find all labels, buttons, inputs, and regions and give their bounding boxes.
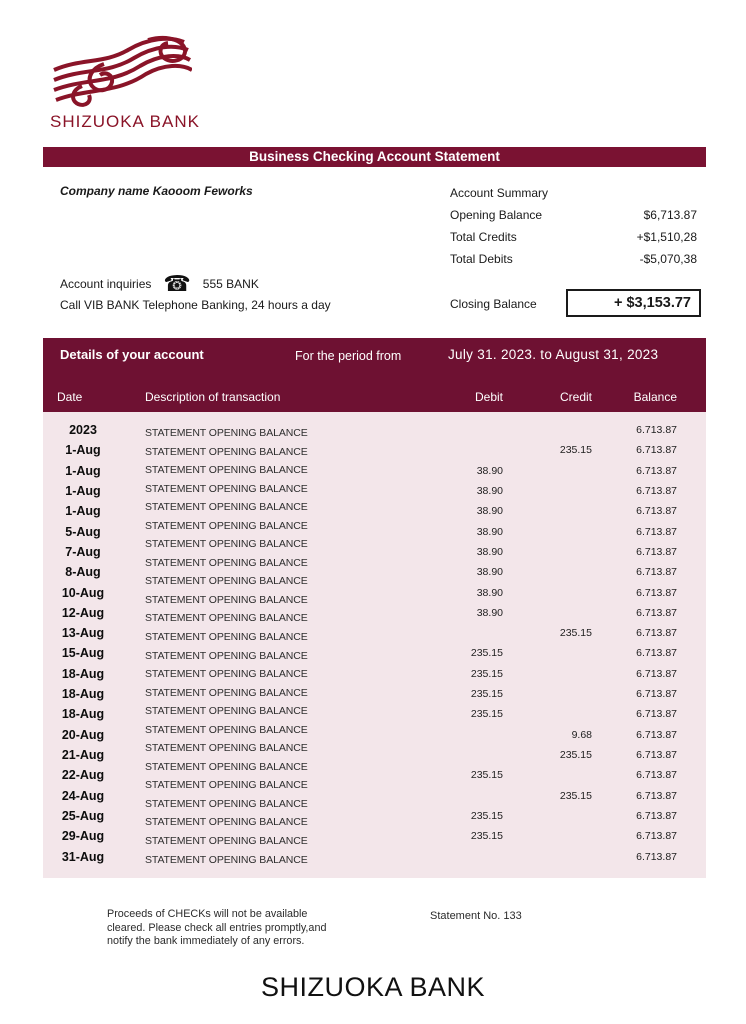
description-line: STATEMENT OPENING BALANCE <box>145 427 308 439</box>
table-row <box>43 847 706 867</box>
table-row <box>43 481 706 501</box>
debit-cell: 38.90 <box>476 566 503 579</box>
description-line: STATEMENT OPENING BALANCE <box>145 593 308 606</box>
description-line: STATEMENT OPENING BALANCE <box>145 835 308 848</box>
date-cell: 18-Aug <box>61 666 105 681</box>
telephone-banking-note: Call VIB BANK Telephone Banking, 24 hours a day <box>60 298 331 312</box>
summary-row <box>450 204 697 226</box>
date-cell: 20-Aug <box>61 727 105 742</box>
balance-cell: 6.713.87 <box>636 424 677 436</box>
debit-cell: 38.90 <box>476 505 503 518</box>
phone-icon: ☎ <box>163 271 191 296</box>
debit-cell: 38.90 <box>476 606 503 619</box>
balance-cell: 6.713.87 <box>636 830 677 843</box>
debit-cell: 235.15 <box>470 769 503 782</box>
date-cell: 10-Aug <box>61 585 105 600</box>
description-line: STATEMENT OPENING BALANCE <box>145 445 308 458</box>
summary-row <box>450 226 697 248</box>
table-row <box>43 583 706 603</box>
balance-cell: 6.713.87 <box>636 749 677 761</box>
statement-title-bar: Business Checking Account Statement <box>43 147 706 167</box>
description-line: STATEMENT OPENING BALANCE <box>145 482 308 495</box>
description-line: STATEMENT OPENING BALANCE <box>145 556 308 569</box>
debit-cell: 38.90 <box>476 545 503 558</box>
date-cell: 13-Aug <box>61 626 105 641</box>
details-header-band <box>43 338 706 412</box>
date-cell: 22-Aug <box>61 768 105 783</box>
credit-cell: 235.15 <box>559 749 592 761</box>
date-cell: 18-Aug <box>61 707 105 722</box>
debit-cell: 38.90 <box>476 525 503 538</box>
summary-row-label: Total Debits <box>450 252 513 266</box>
table-row <box>43 562 706 582</box>
balance-cell: 6.713.87 <box>636 667 677 680</box>
closing-balance-box <box>566 289 701 317</box>
description-line: STATEMENT OPENING BALANCE <box>145 742 308 755</box>
bank-logo-icon <box>52 26 192 110</box>
summary-row-label: Opening Balance <box>450 208 543 222</box>
date-cell: 21-Aug <box>61 748 105 762</box>
period-label: For the period from <box>295 349 402 363</box>
column-header-date: Date <box>57 390 83 404</box>
date-cell: 1-Aug <box>65 463 101 478</box>
date-cell: 24-Aug <box>61 788 105 803</box>
debit-cell: 235.15 <box>470 688 503 701</box>
column-header-debit: Debit <box>474 390 503 404</box>
date-cell: 25-Aug <box>61 808 105 823</box>
inquiries-phone-number: 555 BANK <box>202 277 259 291</box>
column-header-balance: Balance <box>633 390 677 404</box>
date-cell: 18-Aug <box>61 687 105 702</box>
description-line: STATEMENT OPENING BALANCE <box>145 723 308 736</box>
table-rows <box>43 420 706 867</box>
table-row <box>43 440 706 460</box>
description-line: STATEMENT OPENING BALANCE <box>145 519 308 532</box>
footer-note-line: Proceeds of CHECKs will not be available <box>107 908 308 920</box>
date-cell: 2023 <box>69 423 97 437</box>
summary-row-label: Total Credits <box>450 230 517 244</box>
table-row <box>43 501 706 521</box>
balance-cell: 6.713.87 <box>636 505 677 518</box>
balance-cell: 6.713.87 <box>636 566 677 579</box>
date-cell: 15-Aug <box>61 646 105 661</box>
table-row <box>43 542 706 562</box>
debit-cell: 38.90 <box>476 464 503 477</box>
credit-cell: 235.15 <box>559 444 592 457</box>
summary-row <box>450 248 697 270</box>
details-title: Details of your account <box>60 347 204 362</box>
table-row <box>43 664 706 684</box>
balance-cell: 6.713.87 <box>636 769 677 782</box>
description-line: STATEMENT OPENING BALANCE <box>145 705 308 718</box>
balance-cell: 6.713.87 <box>636 484 677 497</box>
description-line: STATEMENT OPENING BALANCE <box>145 668 308 681</box>
debit-cell: 38.90 <box>476 586 503 599</box>
company-name: Company name Kaooom Feworks <box>60 184 253 198</box>
summary-row-value: +$1,510,28 <box>636 230 697 244</box>
balance-cell: 6.713.87 <box>636 809 677 822</box>
date-cell: 29-Aug <box>61 829 105 844</box>
date-cell: 1-Aug <box>65 504 101 519</box>
footer-note <box>107 908 357 949</box>
date-cell: 1-Aug <box>65 483 101 498</box>
description-line: STATEMENT OPENING BALANCE <box>145 760 308 773</box>
balance-cell: 6.713.87 <box>636 545 677 558</box>
table-row <box>43 765 706 785</box>
account-inquiries-line <box>60 272 259 296</box>
table-row <box>43 745 706 765</box>
description-line: STATEMENT OPENING BALANCE <box>145 464 308 477</box>
balance-cell: 6.713.87 <box>636 464 677 477</box>
balance-cell: 6.713.87 <box>636 606 677 619</box>
footer-note-line: cleared. Please check all entries promptly,and <box>107 921 327 934</box>
closing-balance-value: + $3,153.77 <box>613 295 691 311</box>
table-row <box>43 786 706 806</box>
balance-cell: 6.713.87 <box>636 728 677 741</box>
date-cell: 5-Aug <box>65 524 101 539</box>
account-inquiries-label: Account inquiries <box>60 277 152 291</box>
description-line: STATEMENT OPENING BALANCE <box>145 501 308 514</box>
table-row <box>43 826 706 846</box>
description-line: STATEMENT OPENING BALANCE <box>145 853 308 866</box>
balance-cell: 6.713.87 <box>636 688 677 701</box>
balance-cell: 6.713.87 <box>636 789 677 802</box>
table-row <box>43 461 706 481</box>
description-column <box>145 424 308 869</box>
transactions-table <box>43 412 706 878</box>
account-summary-title: Account Summary <box>450 186 549 200</box>
description-line: STATEMENT OPENING BALANCE <box>145 631 308 644</box>
table-row <box>43 603 706 623</box>
debit-cell: 235.15 <box>470 809 503 822</box>
description-line: STATEMENT OPENING BALANCE <box>145 612 308 625</box>
account-summary-rows <box>450 204 697 270</box>
balance-cell: 6.713.87 <box>636 525 677 538</box>
summary-row-value: $6,713.87 <box>643 208 697 222</box>
statement-number: Statement No. 133 <box>430 910 522 922</box>
debit-cell: 235.15 <box>470 708 503 721</box>
date-cell: 1-Aug <box>65 443 101 458</box>
balance-cell: 6.713.87 <box>636 627 677 640</box>
debit-cell: 235.15 <box>470 830 503 843</box>
description-line: STATEMENT OPENING BALANCE <box>145 686 308 699</box>
date-cell: 8-Aug <box>65 565 101 580</box>
balance-cell: 6.713.87 <box>636 586 677 599</box>
debit-cell: 38.90 <box>476 484 503 497</box>
description-line: STATEMENT OPENING BALANCE <box>145 816 308 829</box>
balance-cell: 6.713.87 <box>636 708 677 721</box>
bank-logo-name: SHIZUOKA BANK <box>50 112 200 131</box>
table-row <box>43 806 706 826</box>
debit-cell: 235.15 <box>470 667 503 680</box>
table-row <box>43 522 706 542</box>
description-line: STATEMENT OPENING BALANCE <box>145 779 308 792</box>
column-header-credit: Credit <box>559 390 592 404</box>
period-value: July 31. 2023. to August 31, 2023 <box>448 347 659 362</box>
column-header-description: Description of transaction <box>145 390 281 404</box>
table-row <box>43 623 706 643</box>
table-row <box>43 643 706 663</box>
description-line: STATEMENT OPENING BALANCE <box>145 797 308 810</box>
date-cell: 31-Aug <box>61 849 105 864</box>
table-row <box>43 420 706 440</box>
balance-cell: 6.713.87 <box>636 444 677 457</box>
date-cell: 7-Aug <box>65 544 101 559</box>
description-line: STATEMENT OPENING BALANCE <box>145 575 308 588</box>
credit-cell: 235.15 <box>559 789 592 802</box>
table-row <box>43 725 706 745</box>
balance-cell: 6.713.87 <box>636 850 677 863</box>
footer-note-line: notify the bank immediately of any errors. <box>107 935 305 947</box>
date-cell: 12-Aug <box>61 605 105 620</box>
footer-bank-name: SHIZUOKA BANK <box>260 972 486 1002</box>
table-row <box>43 704 706 724</box>
balance-cell: 6.713.87 <box>636 647 677 660</box>
description-line: STATEMENT OPENING BALANCE <box>145 538 308 551</box>
credit-cell: 9.68 <box>571 728 592 741</box>
closing-balance-label: Closing Balance <box>450 297 537 311</box>
credit-cell: 235.15 <box>559 627 592 640</box>
description-line: STATEMENT OPENING BALANCE <box>145 649 308 662</box>
table-row <box>43 684 706 704</box>
summary-row-value: -$5,070,38 <box>639 252 697 266</box>
debit-cell: 235.15 <box>470 647 503 660</box>
